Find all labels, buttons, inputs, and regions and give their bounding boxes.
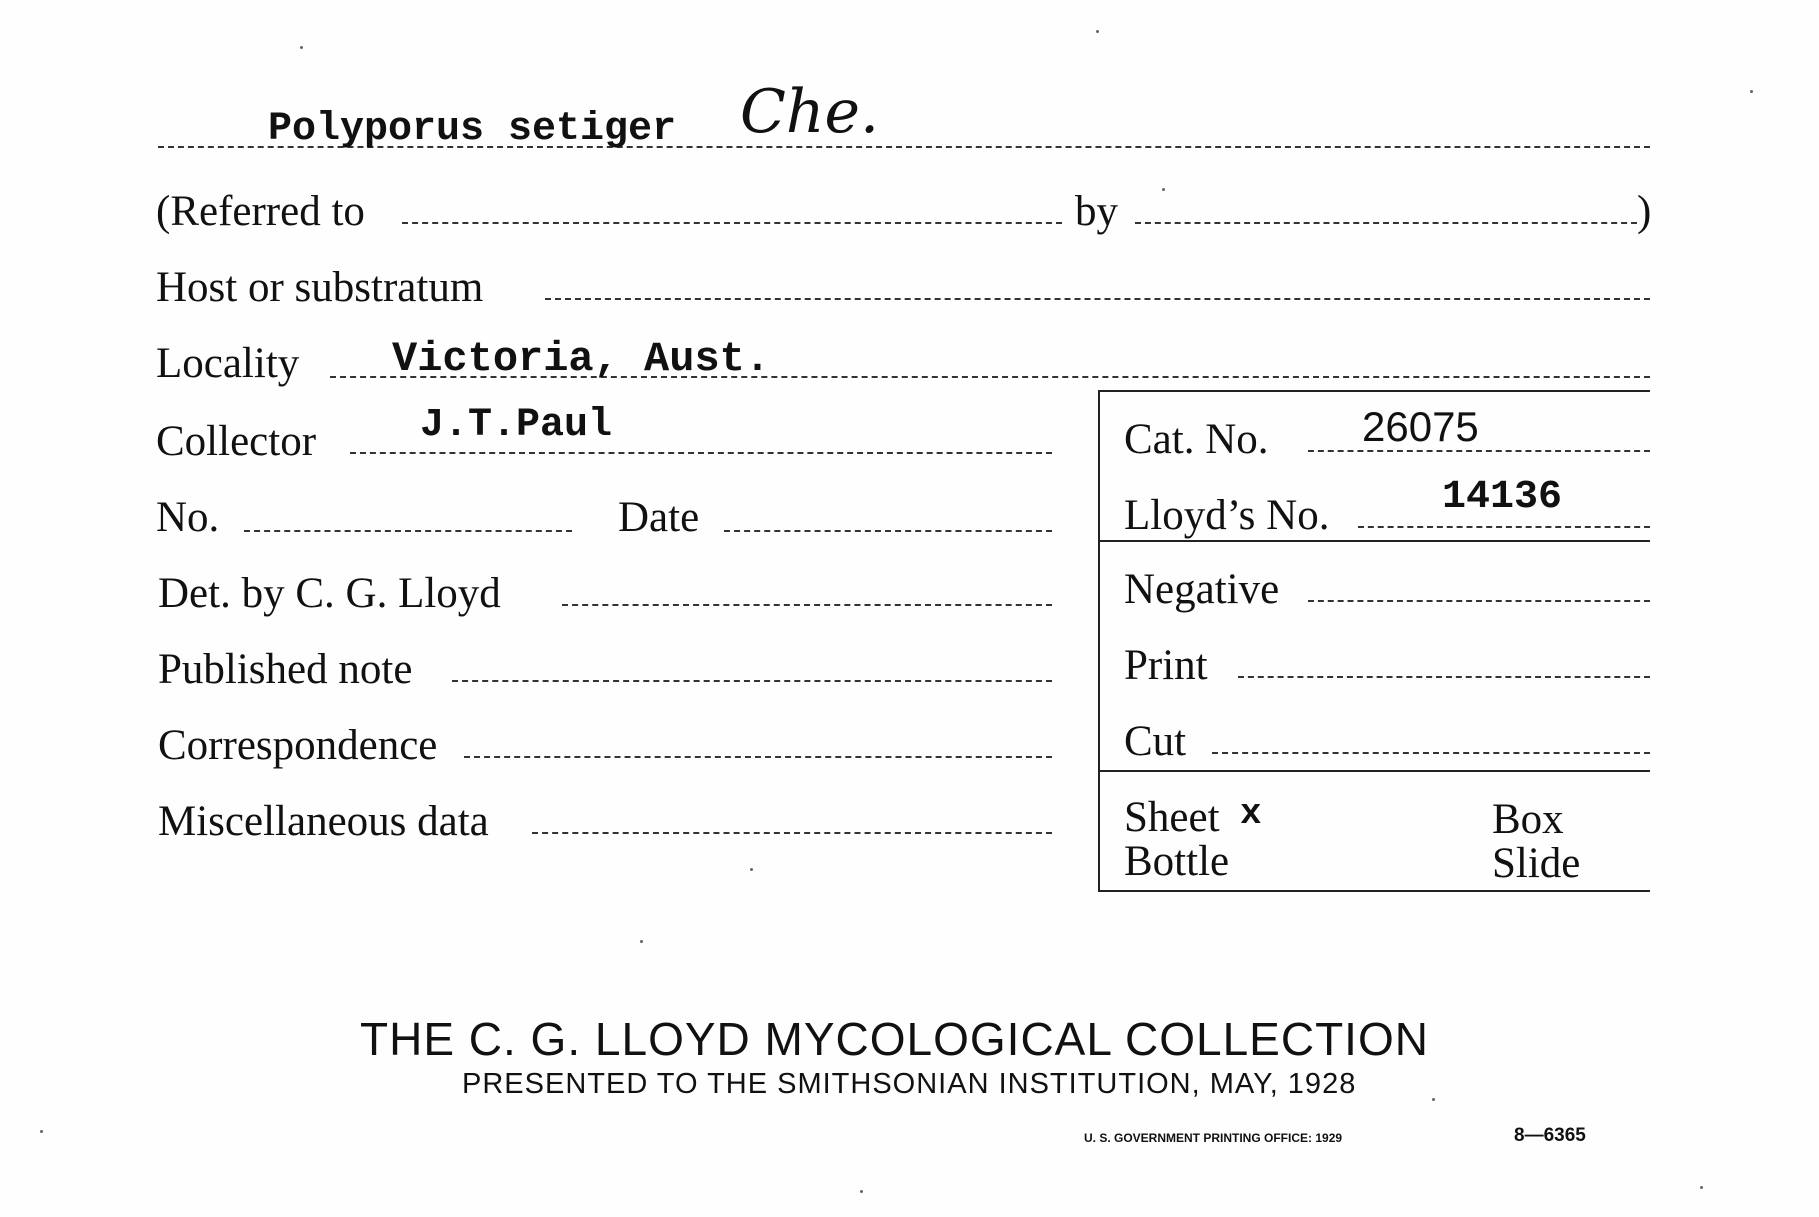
speck — [1432, 1098, 1435, 1101]
box-bottom-border — [1100, 890, 1650, 892]
speck — [860, 1190, 863, 1193]
date-line — [724, 530, 1052, 532]
cat-no-label: Cat. No. — [1124, 416, 1269, 463]
cut-line — [1212, 752, 1650, 754]
close-paren: ) — [1637, 188, 1652, 235]
specimen-author-handwritten: Che. — [740, 77, 880, 147]
by-label: by — [1075, 188, 1118, 235]
box-top-border — [1100, 390, 1650, 392]
box-left-border — [1098, 390, 1100, 892]
slide-label: Slide — [1492, 840, 1581, 887]
speck — [1700, 1186, 1703, 1189]
misc-line — [532, 832, 1052, 834]
collector-label: Collector — [156, 418, 317, 465]
locality-value: Victoria, Aust. — [392, 335, 771, 383]
box-divider-1 — [1100, 540, 1650, 542]
host-label: Host or substratum — [156, 264, 484, 311]
no-line — [244, 530, 572, 532]
published-note-line — [452, 680, 1052, 682]
negative-label: Negative — [1124, 566, 1280, 613]
negative-line — [1308, 600, 1650, 602]
referred-to-label: (Referred to — [156, 188, 365, 235]
no-label: No. — [156, 494, 220, 541]
cut-label: Cut — [1124, 718, 1187, 765]
referred-to-line — [402, 222, 1062, 224]
speck — [300, 46, 303, 49]
misc-label: Miscellaneous data — [158, 798, 489, 845]
collector-value: J.T.Paul — [420, 403, 613, 448]
collector-line — [350, 452, 1052, 454]
form-number: 8—6365 — [1514, 1125, 1586, 1146]
collection-subtitle: PRESENTED TO THE SMITHSONIAN INSTITUTION, MAY, 1928 — [462, 1068, 1357, 1100]
host-line — [545, 298, 1650, 300]
date-label: Date — [618, 494, 700, 541]
bottle-label: Bottle — [1124, 838, 1230, 885]
collection-title: THE C. G. LLOYD MYCOLOGICAL COLLECTION — [360, 1013, 1429, 1065]
correspondence-line — [464, 756, 1052, 758]
by-line — [1135, 222, 1637, 224]
specimen-name: Polyporus setiger — [268, 107, 677, 152]
locality-label: Locality — [156, 340, 300, 387]
speck — [1750, 90, 1753, 93]
sheet-label: Sheet — [1124, 794, 1220, 841]
speck — [640, 940, 643, 943]
speck — [750, 868, 753, 871]
print-line — [1238, 676, 1650, 678]
print-label: Print — [1124, 642, 1208, 689]
speck — [1096, 30, 1099, 33]
speck — [1162, 188, 1165, 191]
correspondence-label: Correspondence — [158, 722, 438, 769]
det-by-label: Det. by C. G. Lloyd — [158, 570, 501, 617]
det-by-line — [562, 604, 1052, 606]
lloyds-no-value: 14136 — [1442, 475, 1563, 520]
cat-no-value: 26075 — [1362, 403, 1479, 450]
speck — [40, 1130, 43, 1133]
published-note-label: Published note — [158, 646, 413, 693]
box-divider-2 — [1100, 770, 1650, 772]
lloyds-no-line — [1358, 526, 1650, 528]
sheet-mark: x — [1240, 793, 1262, 834]
printer-imprint: U. S. GOVERNMENT PRINTING OFFICE: 1929 — [1084, 1131, 1343, 1145]
cat-no-line — [1308, 450, 1650, 452]
box-label: Box — [1492, 796, 1564, 843]
lloyds-no-label: Lloyd’s No. — [1124, 492, 1330, 539]
